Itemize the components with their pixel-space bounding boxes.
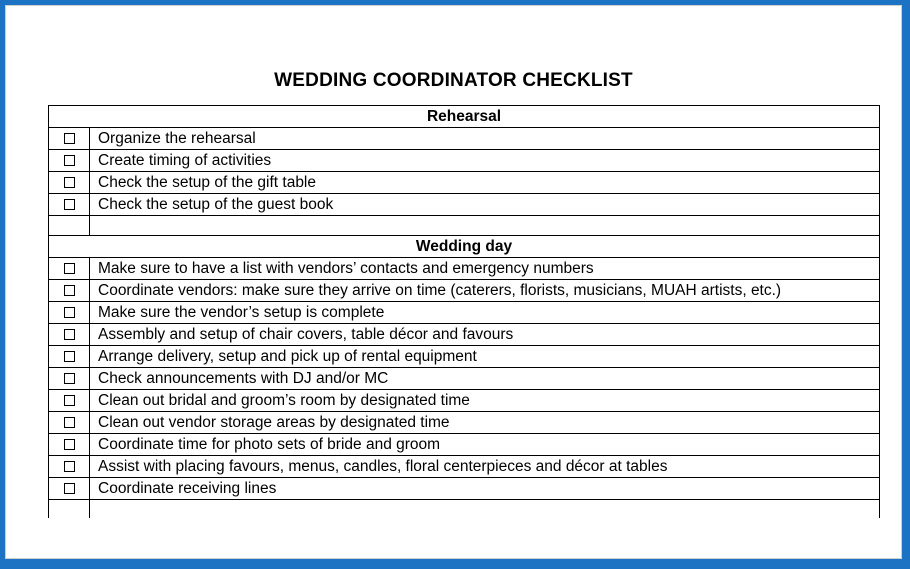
checklist-row [49, 172, 880, 194]
checklist-item: Assembly and setup of chair covers, table décor and favours [90, 324, 880, 346]
checklist-row [49, 412, 880, 434]
checkbox-cell[interactable] [49, 194, 90, 216]
empty-cell [90, 216, 880, 236]
checkbox-icon[interactable] [64, 439, 75, 450]
checklist-row [49, 280, 880, 302]
empty-row [49, 216, 880, 236]
checkbox-cell[interactable] [49, 390, 90, 412]
checklist-item: Organize the rehearsal [90, 128, 880, 150]
checklist-item: Check the setup of the guest book [90, 194, 880, 216]
empty-row [49, 500, 880, 519]
checklist-row [49, 456, 880, 478]
checklist-item: Check the setup of the gift table [90, 172, 880, 194]
checklist-item: Make sure the vendor’s setup is complete [90, 302, 880, 324]
checklist-row [49, 302, 880, 324]
empty-cell [49, 500, 90, 519]
checkbox-icon[interactable] [64, 199, 75, 210]
checklist-item: Clean out vendor storage areas by designated time [90, 412, 880, 434]
checkbox-cell[interactable] [49, 302, 90, 324]
checkbox-cell[interactable] [49, 258, 90, 280]
checkbox-cell[interactable] [49, 128, 90, 150]
checkbox-icon[interactable] [64, 155, 75, 166]
checkbox-icon[interactable] [64, 461, 75, 472]
document-page [5, 5, 902, 559]
checkbox-cell[interactable] [49, 346, 90, 368]
checklist-item: Coordinate time for photo sets of bride and groom [90, 434, 880, 456]
page-title: WEDDING COORDINATOR CHECKLIST [274, 70, 633, 91]
checkbox-icon[interactable] [64, 133, 75, 144]
checklist-row [49, 434, 880, 456]
checkbox-cell[interactable] [49, 280, 90, 302]
checkbox-icon[interactable] [64, 307, 75, 318]
checkbox-icon[interactable] [64, 483, 75, 494]
checklist-row [49, 390, 880, 412]
checkbox-cell[interactable] [49, 478, 90, 500]
checkbox-cell[interactable] [49, 324, 90, 346]
checklist-table [48, 105, 880, 518]
checkbox-cell[interactable] [49, 456, 90, 478]
checkbox-icon[interactable] [64, 373, 75, 384]
empty-cell [49, 216, 90, 236]
checkbox-icon[interactable] [64, 285, 75, 296]
checkbox-icon[interactable] [64, 351, 75, 362]
checkbox-cell[interactable] [49, 368, 90, 390]
checklist-row [49, 324, 880, 346]
section-heading: Wedding day [49, 236, 880, 258]
checklist-item: Create timing of activities [90, 150, 880, 172]
checklist-row [49, 150, 880, 172]
checklist-item: Check announcements with DJ and/or MC [90, 368, 880, 390]
checkbox-cell[interactable] [49, 412, 90, 434]
checkbox-icon[interactable] [64, 329, 75, 340]
checklist-item: Make sure to have a list with vendors’ contacts and emergency numbers [90, 258, 880, 280]
section-header-row [49, 106, 880, 128]
checkbox-icon[interactable] [64, 395, 75, 406]
checklist-row [49, 128, 880, 150]
checklist-item: Coordinate receiving lines [90, 478, 880, 500]
checklist-row [49, 258, 880, 280]
checkbox-cell[interactable] [49, 172, 90, 194]
checklist-item: Assist with placing favours, menus, candles, floral centerpieces and décor at tables [90, 456, 880, 478]
checklist-row [49, 478, 880, 500]
checkbox-icon[interactable] [64, 263, 75, 274]
checklist-row [49, 368, 880, 390]
checkbox-icon[interactable] [64, 417, 75, 428]
checklist-item: Coordinate vendors: make sure they arrive on time (caterers, florists, musicians, MUAH artists, etc.) [90, 280, 880, 302]
checkbox-cell[interactable] [49, 150, 90, 172]
checklist-item: Arrange delivery, setup and pick up of rental equipment [90, 346, 880, 368]
empty-cell [90, 500, 880, 519]
checklist-row [49, 194, 880, 216]
checklist-row [49, 346, 880, 368]
checklist-item: Clean out bridal and groom’s room by designated time [90, 390, 880, 412]
checkbox-icon[interactable] [64, 177, 75, 188]
section-header-row [49, 236, 880, 258]
checkbox-cell[interactable] [49, 434, 90, 456]
section-heading: Rehearsal [49, 106, 880, 128]
